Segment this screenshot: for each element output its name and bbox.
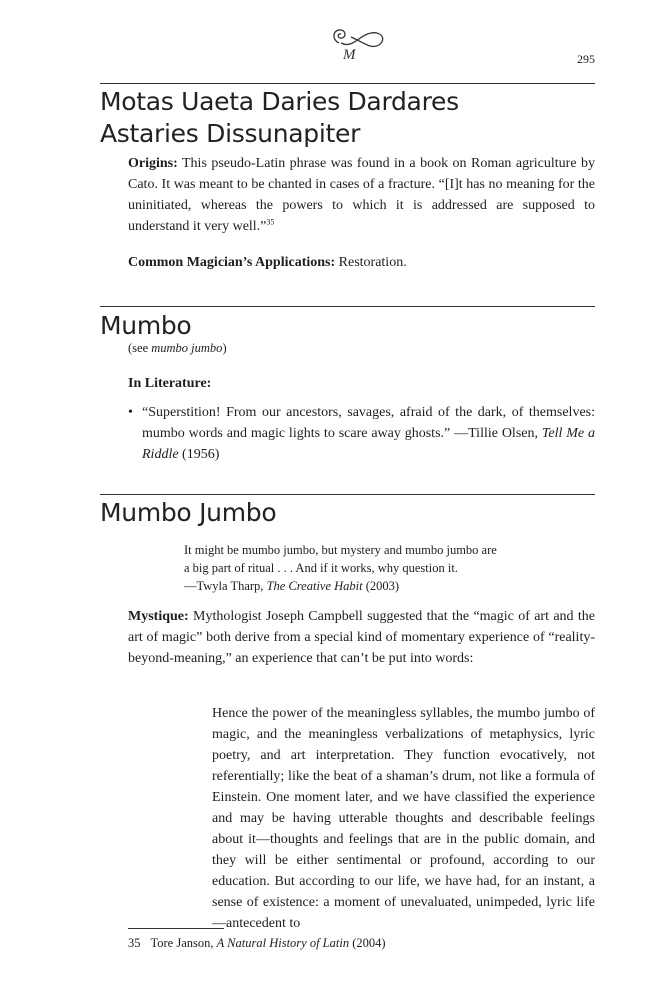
epigraph-line: It might be mumbo jumbo, but mystery and mumbo jumbo are <box>184 543 497 557</box>
see-also: (see mumbo jumbo) <box>128 341 227 355</box>
section-rule <box>100 494 595 495</box>
see-also-term: mumbo jumbo <box>151 341 223 355</box>
origins-label: Origins: <box>128 156 178 171</box>
footnote-number: 35 <box>128 936 141 950</box>
footnote-rule <box>128 928 224 929</box>
applications-paragraph <box>128 252 595 273</box>
ornament-m-icon <box>327 25 389 63</box>
quote-text: “Superstition! From our ancestors, savages, afraid of the dark, of themselves: mumbo words and magic lights to scare away ghosts.” —Tillie Olsen, <box>142 405 595 441</box>
mystique-text: Mythologist Joseph Campbell suggested that the “magic of art and the art of magic” both derive from a special kind of momentary experience of “reality-beyond-meaning,” an experience that can’t be put into words: <box>128 609 596 666</box>
bullet-icon: • <box>128 405 133 420</box>
title-line-2: Astaries Dissunapiter <box>100 119 361 148</box>
section-rule <box>100 306 595 307</box>
title-line-1: Motas Uaeta Daries Dardares <box>100 87 459 116</box>
mystique-label: Mystique: <box>128 609 189 624</box>
entry-title <box>100 86 459 150</box>
applications-text: Restoration. <box>338 255 407 270</box>
epigraph-attribution: —Twyla Tharp, The Creative Habit (2003) <box>184 579 400 593</box>
section-rule <box>100 83 595 84</box>
footnote: 35 Tore Janson, A Natural History of Latin (2004) <box>128 936 386 950</box>
epigraph-line: a big part of ritual . . . And if it works, why question it. <box>184 561 458 575</box>
origins-text: This pseudo-Latin phrase was found in a book on Roman agriculture by Cato. It was meant to be chanted in cases of a fracture. “[I]t has no meaning for the uninitiated, whereas the powers to which it is addressed are supposed to understand it very well.” <box>128 156 595 234</box>
literature-label: In Literature: <box>128 376 212 391</box>
quote-work: Tell Me a Riddle <box>142 426 596 462</box>
mystique-paragraph <box>128 606 595 669</box>
applications-label: Common Magician’s Applications: <box>128 255 336 270</box>
footnote-ref: 35 <box>266 217 275 227</box>
block-quote: Hence the power of the meaningless syllables, the mumbo jumbo of magic, and the meaningless verbalizations of metaphysics, lyric poetry, and art interpretation. They function evocatively, not referentially; like the beat of a shaman’s drum, not like a formula of Einstein. One moment later, and we have classified the experience and may be having utterable thoughts and describable feelings about it—thoughts and feelings that are in the public domain, and they will be either sentimental or profound, according to our education. But according to our life, we have had, for an instant, a sense of existence: a moment of unevaluated, unimpeded, lyric life—antecedent to <box>212 706 595 931</box>
footnote-work: A Natural History of Latin <box>216 936 350 950</box>
entry-title: Mumbo Jumbo <box>100 498 277 527</box>
ornament-letter: M <box>343 47 356 63</box>
origins-paragraph <box>128 153 595 237</box>
entry-title: Mumbo <box>100 311 192 340</box>
literature-quote: • “Superstition! From our ancestors, savages, afraid of the dark, of themselves: mumbo words and magic lights to scare away ghosts.” —Tillie Olsen, Tell Me a Riddle (1956) <box>128 402 595 465</box>
epigraph <box>184 541 564 595</box>
page-number: 295 <box>577 52 595 66</box>
